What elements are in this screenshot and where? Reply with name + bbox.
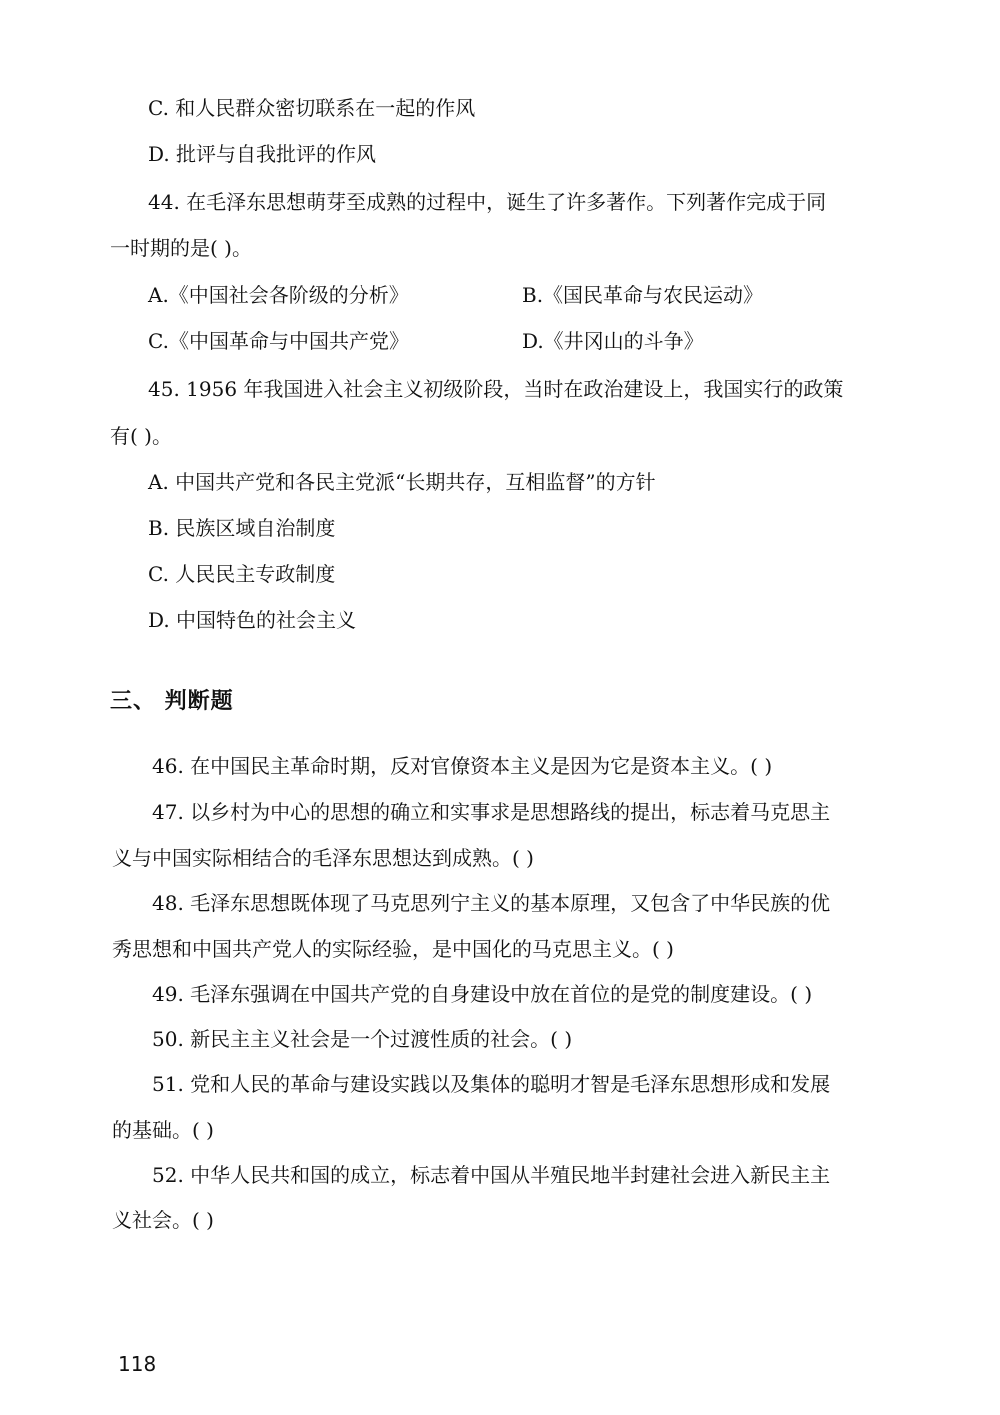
- q45-stem-continued: 有( )。: [110, 424, 172, 448]
- q44-option-a: A.《中国社会各阶级的分析》: [148, 283, 409, 307]
- q50: 50. 新民主主义社会是一个过渡性质的社会。( ): [152, 1027, 573, 1051]
- q51-continued: 的基础。( ): [112, 1118, 214, 1142]
- q45-option-d: D. 中国特色的社会主义: [148, 608, 357, 632]
- q45-option-b: B. 民族区域自治制度: [148, 516, 336, 540]
- q47: 47. 以乡村为中心的思想的确立和实事求是思想路线的提出，标志着马克思主: [152, 800, 831, 824]
- section-heading: 三、 判断题: [110, 689, 234, 714]
- q43-option-d: D. 批评与自我批评的作风: [148, 142, 377, 166]
- q44-option-b: B.《国民革命与农民运动》: [522, 283, 764, 307]
- q48: 48. 毛泽东思想既体现了马克思列宁主义的基本原理，又包含了中华民族的优: [152, 891, 831, 915]
- q52-continued: 义社会。( ): [112, 1208, 214, 1232]
- page-number: 118: [118, 1352, 157, 1376]
- q47-continued: 义与中国实际相结合的毛泽东思想达到成熟。( ): [112, 846, 534, 870]
- q45-option-c: C. 人民民主专政制度: [148, 562, 336, 586]
- q51: 51. 党和人民的革命与建设实践以及集体的聪明才智是毛泽东思想形成和发展: [152, 1072, 831, 1096]
- q44-stem: 44. 在毛泽东思想萌芽至成熟的过程中，诞生了许多著作。下列著作完成于同: [148, 190, 827, 214]
- q48-continued: 秀思想和中国共产党人的实际经验，是中国化的马克思主义。( ): [112, 937, 674, 961]
- q44-stem-continued: 一时期的是( )。: [110, 236, 252, 260]
- q45-option-a: A. 中国共产党和各民主党派“长期共存，互相监督”的方针: [148, 470, 656, 494]
- q43-option-c: C. 和人民群众密切联系在一起的作风: [148, 96, 476, 120]
- q44-option-d: D.《井冈山的斗争》: [522, 329, 704, 353]
- q44-option-c: C.《中国革命与中国共产党》: [148, 329, 409, 353]
- q52: 52. 中华人民共和国的成立，标志着中国从半殖民地半封建社会进入新民主主: [152, 1163, 831, 1187]
- q49: 49. 毛泽东强调在中国共产党的自身建设中放在首位的是党的制度建设。( ): [152, 982, 813, 1006]
- q46: 46. 在中国民主革命时期，反对官僚资本主义是因为它是资本主义。( ): [152, 754, 773, 778]
- q45-stem: 45. 1956 年我国进入社会主义初级阶段，当时在政治建设上，我国实行的政策: [148, 377, 844, 401]
